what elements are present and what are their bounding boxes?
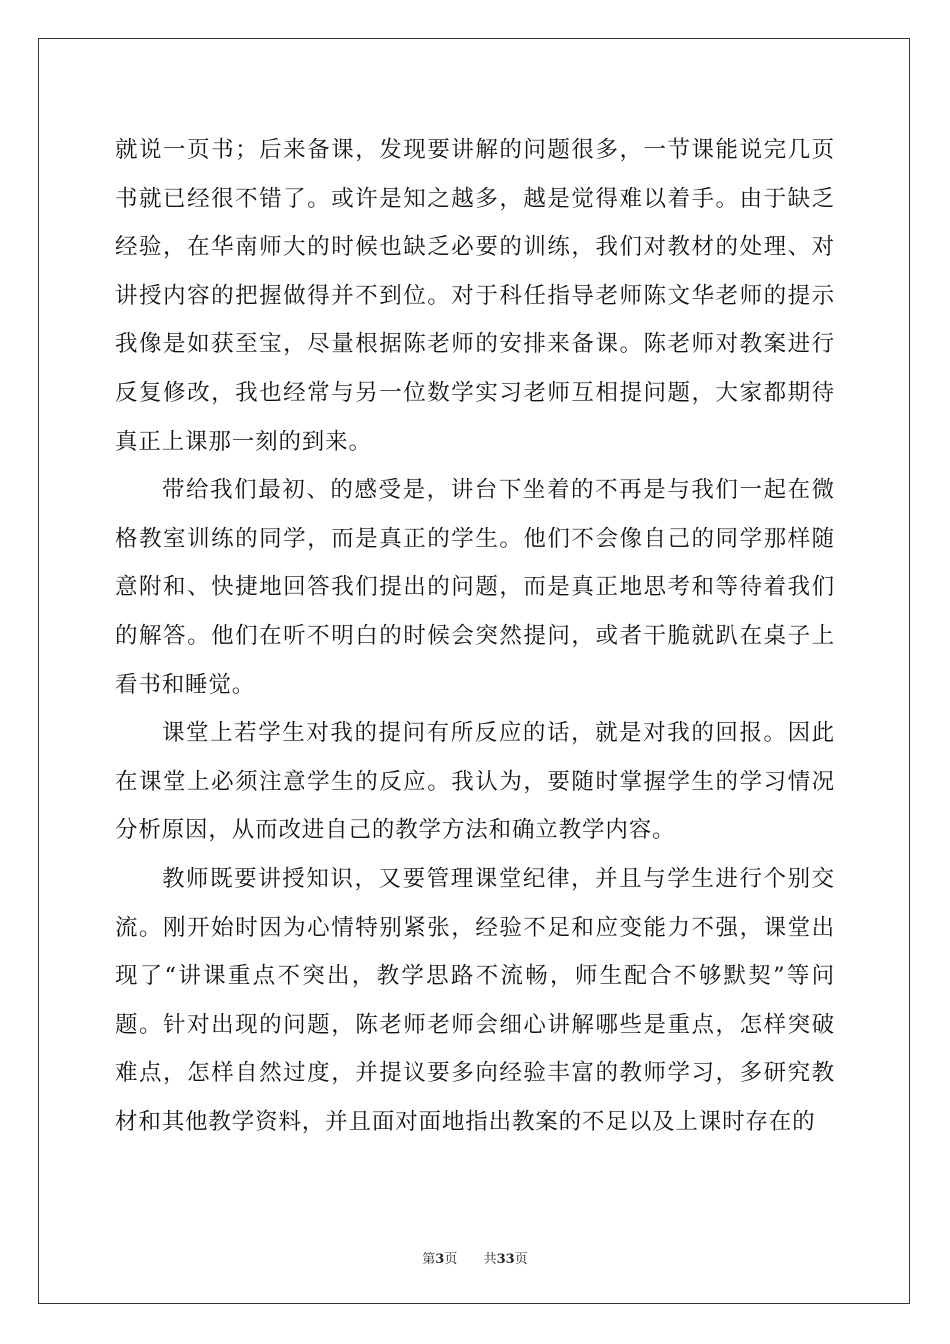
page-number: 3	[435, 1252, 445, 1267]
document-body	[115, 126, 835, 1146]
paragraph: 就说一页书；后来备课，发现要讲解的问题很多，一节课能说完几页书就已经很不错了。或许是知之越多，越是觉得难以着手。由于缺乏经验，在华南师大的时候也缺乏必要的训练，我们对教材的处理、对讲授内容的把握做得并不到位。对于科任指导老师陈文华老师的提示我像是如获至宝，尽量根据陈老师的安排来备课。陈老师对教案进行反复修改，我也经常与另一位数学实习老师互相提问题，大家都期待真正上课那一刻的到来。	[115, 137, 835, 455]
paragraph: 课堂上若学生对我的提问有所反应的话，就是对我的回报。因此在课堂上必须注意学生的反应。我认为，要随时掌握学生的学习情况分析原因，从而改进自己的教学方法和确立教学内容。	[115, 720, 835, 844]
paragraph: 带给我们最初、的感受是，讲台下坐着的不再是与我们一起在微格教室训练的同学，而是真正的学生。他们不会像自己的同学那样随意附和、快捷地回答我们提出的问题，而是真正地思考和等待着我们的解答。他们在听不明白的时候会突然提问，或者干脆就趴在桌子上看书和睡觉。	[115, 477, 835, 698]
page-prefix: 第	[422, 1252, 436, 1267]
page-indicator	[422, 1248, 457, 1267]
total-suffix: 页	[514, 1252, 528, 1267]
page-suffix: 页	[444, 1252, 458, 1267]
page-footer	[0, 1248, 950, 1267]
total-prefix: 共	[483, 1252, 497, 1267]
total-number: 33	[496, 1252, 515, 1267]
total-pages-indicator	[484, 1248, 528, 1267]
paragraph: 教师既要讲授知识，又要管理课堂纪律，并且与学生进行个别交流。刚开始时因为心情特别紧张，经验不足和应变能力不强，课堂出现了“讲课重点不突出，教学思路不流畅，师生配合不够默契”等问题。针对出现的问题，陈老师老师会细心讲解哪些是重点，怎样突破难点，怎样自然过度，并提议要多向经验丰富的教师学习，多研究教材和其他教学资料，并且面对面地指出教案的不足以及上课时存在的	[115, 865, 835, 1135]
